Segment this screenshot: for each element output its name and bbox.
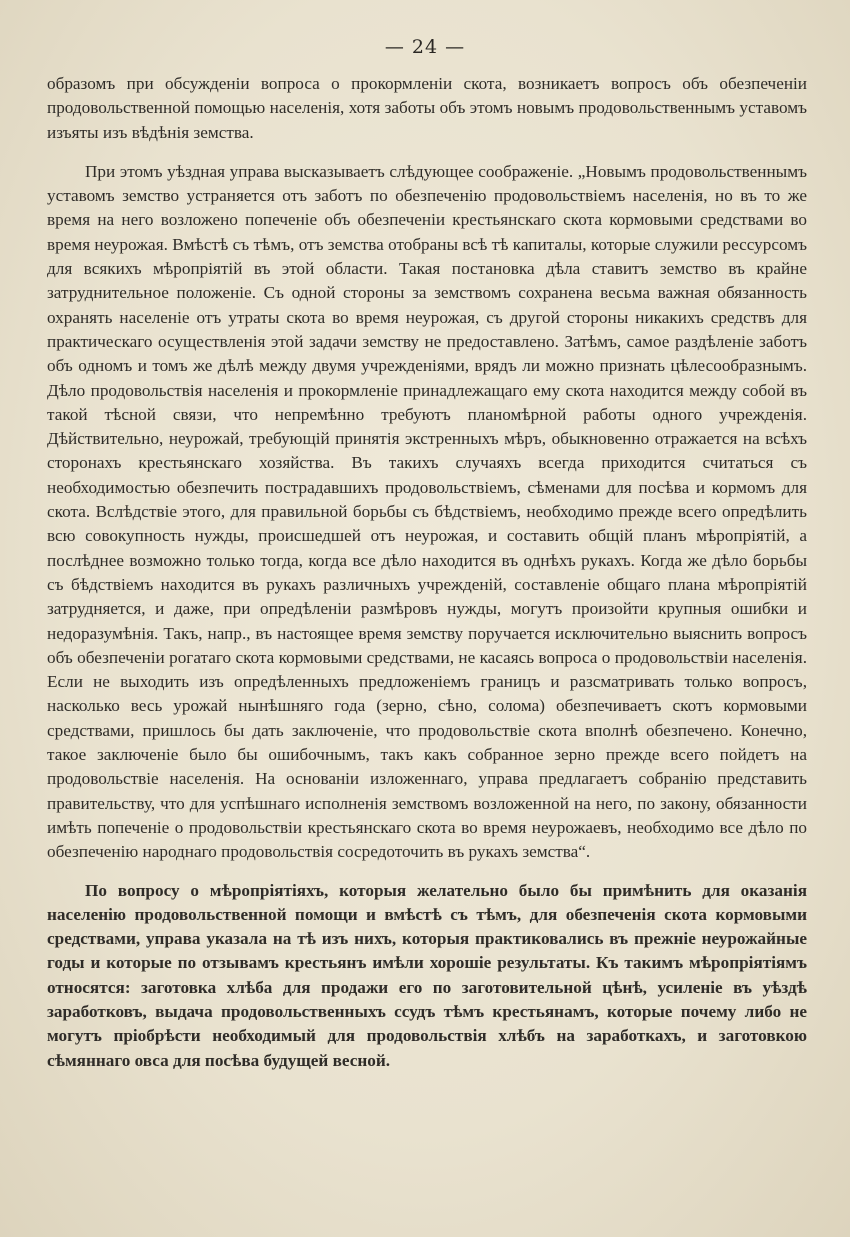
paragraph-measures: По вопросу о мѣропріятіяхъ, которыя желательно было бы примѣнить для оказанія населенію продовольственной помощи и вмѣстѣ съ тѣмъ, для обезпеченія скота кормовыми средствами, управа указала на тѣ изъ нихъ, которыя практиковались въ прежніе неурожайные годы и которые по отзывамъ крестьянъ имѣли хорошіе результаты. Къ такимъ мѣропріятіямъ относятся: заготовка хлѣба для продажи его по заготовительной цѣнѣ, усиленіе въ уѣздѣ заработковъ, выдача продовольственныхъ ссудъ тѣмъ крестьянамъ, которые почему либо не могутъ пріобрѣсти необходимый для продовольствія хлѣбъ на заработкахъ, и заготовкою сѣмяннаго овса для посѣва будущей весной. <box>47 880 807 1070</box>
body-text <box>47 72 807 1073</box>
paragraph-continued: образомъ при обсужденіи вопроса о прокормленіи скота, возникаетъ вопросъ объ обезпеченіи продовольственной помощью населенія, хотя заботы объ этомъ новымъ продовольственнымъ уставомъ изъяты изъ вѣдѣнія земства. <box>47 74 807 142</box>
paragraph-uprava-opinion: При этомъ уѣздная управа высказываетъ слѣдующее соображеніе. „Новымъ продовольственнымъ уставомъ земство устраняется отъ заботъ по обезпеченію продовольствіемъ населенія, но въ то же время на него возложено попеченіе объ обезпеченіи крестьянскаго скота кормовыми средствами во время неурожая. Вмѣстѣ съ тѣмъ, отъ земства отобраны всѣ тѣ капиталы, которые служили рессурсомъ для всякихъ мѣропріятій въ этой области. Такая постановка дѣла ставитъ земство въ крайне затруднительное положеніе. Съ одной стороны за земствомъ сохранена весьма важная обязанность охранять населеніе отъ утраты скота во время неурожая, съ другой стороны никакихъ средствъ для практическаго осуществленія этой задачи земству не предоставлено. Затѣмъ, самое раздѣленіе заботъ объ одномъ и томъ же дѣлѣ между двумя учрежденіями, врядъ ли можно признать цѣлесообразнымъ. Дѣло продовольствія населенія и прокормленіе принадлежащаго ему скота находится между собой въ такой тѣсной связи, что непремѣнно требуютъ планомѣрной работы одного учрежденія. Дѣйствительно, неурожай, требующій принятія экстренныхъ мѣръ, обыкновенно отражается на всѣхъ сторонахъ крестьянскаго хозяйства. Въ такихъ случаяхъ всегда приходится считаться съ необходимостью обезпечить пострадавшихъ продовольствіемъ, сѣменами для посѣва и кормомъ для скота. Вслѣдствіе этого, для правильной борьбы съ бѣдствіемъ, необходимо прежде всего опредѣлить всю совокупность нужды, происшедшей отъ неурожая, и составить общій планъ мѣропріятій, а послѣднее возможно только тогда, когда все дѣло находится въ однѣхъ рукахъ. Когда же дѣло борьбы съ бѣдствіемъ находится въ рукахъ различныхъ учрежденій, составленіе общаго плана мѣропріятій затрудняется, и даже, при опредѣленіи размѣровъ нужды, могутъ произойти крупныя ошибки и недоразумѣнія. Такъ, напр., въ настоящее время земству поручается исключительно выяснить вопросъ объ обезпеченіи рогатаго скота кормовыми средствами, не касаясь вопроса о продовольствіи населенія. Если не выходить изъ опредѣленныхъ предложеніемъ границъ и разсматривать только вопросъ, насколько весь урожай нынѣшняго года (зерно, сѣно, солома) обезпечиваетъ скотъ кормовыми средствами, пришлось бы дать заключеніе, что продовольствіе скота вполнѣ обезпечено. Конечно, такое заключеніе было бы ошибочнымъ, такъ какъ собранное зерно прежде всего пойдетъ на продовольствіе населенія. На основаніи изложеннаго, управа предлагаетъ собранію представить правительству, что для успѣшнаго исполненія земствомъ возложенной на него, по закону, обязанности имѣть попеченіе о продовольствіи крестьянскаго скота во время неурожаевъ, необходимо все дѣло по обезпеченію народнаго продовольствія сосредоточить въ рукахъ земства“. <box>47 161 807 862</box>
page-number: — 24 — <box>384 36 466 58</box>
